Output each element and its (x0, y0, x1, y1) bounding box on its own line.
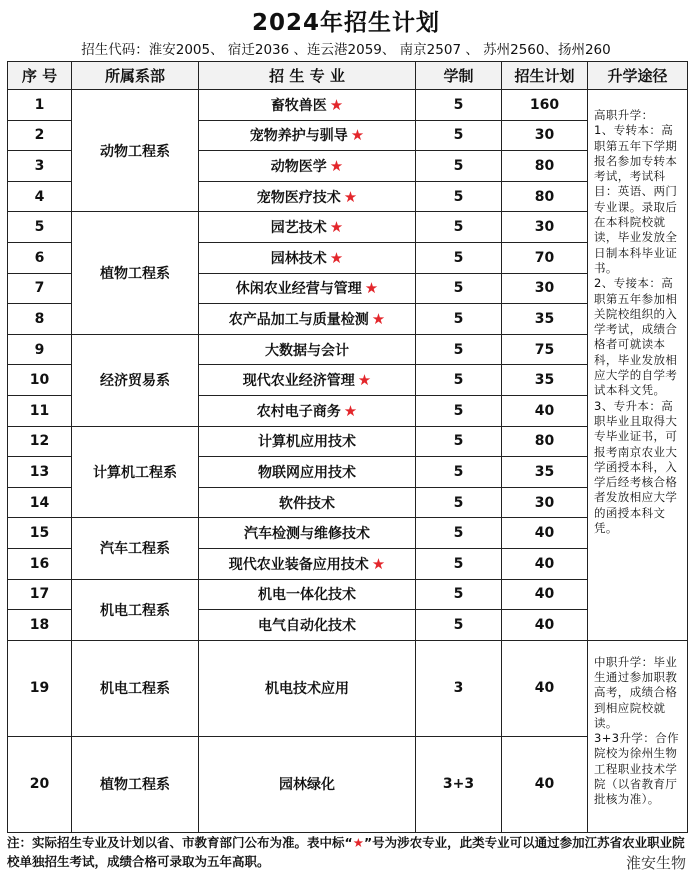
agri-star-icon: ★ (350, 126, 365, 145)
row-no: 13 (8, 457, 72, 488)
row-no: 9 (8, 334, 72, 365)
plan-cell: 40 (502, 610, 588, 641)
years-cell: 5 (416, 181, 502, 212)
plan-cell: 30 (502, 212, 588, 243)
table-row (8, 334, 688, 365)
plan-cell: 40 (502, 548, 588, 579)
major-name: 宠物医疗技术 (256, 189, 341, 206)
table-row (8, 90, 688, 121)
footnote-text-before: 注：实际招生专业及计划以省、市教育部门公布为准。表中标“ (7, 835, 353, 850)
higher-path-cell (588, 90, 688, 641)
major-cell (199, 736, 416, 832)
footnote-star-icon: ★ (352, 835, 364, 850)
page-title: 2024年招生计划 (251, 10, 440, 36)
row-no: 19 (8, 640, 72, 736)
plan-cell: 40 (502, 395, 588, 426)
years-cell: 5 (416, 579, 502, 610)
major-name: 物联网应用技术 (258, 464, 356, 481)
row-no: 5 (8, 212, 72, 243)
header-years: 学制 (416, 62, 502, 90)
dept-cell: 植物工程系 (72, 736, 199, 832)
plan-cell: 30 (502, 120, 588, 151)
row-no: 17 (8, 579, 72, 610)
years-cell: 5 (416, 548, 502, 579)
agri-star-icon: ★ (371, 554, 386, 573)
years-cell: 5 (416, 457, 502, 488)
row-no: 4 (8, 181, 72, 212)
row-no: 3 (8, 151, 72, 182)
years-cell: 5 (416, 365, 502, 396)
major-cell (199, 395, 416, 426)
plan-cell: 30 (502, 273, 588, 304)
major-cell (199, 518, 416, 549)
row-no: 11 (8, 395, 72, 426)
agri-star-icon: ★ (329, 218, 344, 237)
major-name: 休闲农业经营与管理 (235, 281, 362, 298)
plan-cell: 80 (502, 181, 588, 212)
major-name: 大数据与会计 (265, 342, 349, 359)
plan-cell: 35 (502, 457, 588, 488)
table-row (8, 212, 688, 243)
plan-cell: 40 (502, 736, 588, 832)
major-cell (199, 640, 416, 736)
major-cell (199, 304, 416, 335)
row-no: 15 (8, 518, 72, 549)
major-name: 园林绿化 (279, 777, 335, 794)
major-name: 畜牧兽医 (270, 97, 327, 114)
major-cell (199, 273, 416, 304)
major-cell (199, 426, 416, 457)
plan-cell: 70 (502, 242, 588, 273)
agri-star-icon: ★ (329, 95, 344, 114)
major-cell (199, 120, 416, 151)
major-name: 宠物养护与驯导 (249, 128, 348, 145)
row-no: 1 (8, 90, 72, 121)
major-cell (199, 90, 416, 121)
years-cell: 5 (416, 120, 502, 151)
years-cell: 3+3 (416, 736, 502, 832)
higher-path-text: 高职升学： 1、专转本：高职第五年下学期报名参加专转本考试，考试科目：英语、两门专业课。录取后在本科院校就读，毕业发放全日制本科毕业证书。 2、专接本：高职第五年参加相关院校组织的入学考试，成绩合格者可就读本科，毕业发放相应大学的自学考试本科文凭。 3、专升本：高职毕业且取得大专毕业证书，可报考南京农业大学函授本科，入学后经考核合格者发放相应大学的函授本科文凭。 (594, 108, 678, 536)
major-name: 动物医学 (270, 158, 327, 175)
major-cell (199, 181, 416, 212)
enrollment-codes: 招生代码：淮安2005、 宿迁2036 、连云港2059、 南京2507 、 苏州2560、扬州260 (81, 42, 611, 58)
years-cell: 5 (416, 151, 502, 182)
footnote-text-after: ”号为涉农专业，此类专业可以通过参加江苏省农业职业院校单独招生考试，成绩合格可录取为五年高职。 (7, 835, 685, 869)
major-name: 园艺技术 (270, 220, 327, 237)
major-name: 现代农业经济管理 (242, 373, 355, 390)
dept-cell: 汽车工程系 (72, 518, 199, 579)
row-no: 18 (8, 610, 72, 641)
row-no: 10 (8, 365, 72, 396)
years-cell: 5 (416, 518, 502, 549)
enrollment-plan-table (7, 61, 688, 833)
table-row (8, 579, 688, 610)
plan-cell: 40 (502, 640, 588, 736)
years-cell: 5 (416, 334, 502, 365)
major-name: 现代农业装备应用技术 (228, 556, 369, 573)
major-name: 机电技术应用 (265, 681, 349, 698)
plan-cell: 80 (502, 151, 588, 182)
dept-cell: 机电工程系 (72, 640, 199, 736)
header-no: 序 号 (8, 62, 72, 90)
major-cell (199, 579, 416, 610)
header-plan: 招生计划 (502, 62, 588, 90)
dept-cell: 动物工程系 (72, 90, 199, 212)
major-name: 电气自动化技术 (258, 617, 356, 634)
major-name: 计算机应用技术 (258, 434, 356, 451)
table-header-row (8, 62, 688, 90)
years-cell: 5 (416, 90, 502, 121)
plan-cell: 80 (502, 426, 588, 457)
plan-cell: 40 (502, 518, 588, 549)
major-cell (199, 610, 416, 641)
plan-cell: 40 (502, 579, 588, 610)
row-no: 8 (8, 304, 72, 335)
plan-cell: 30 (502, 487, 588, 518)
table-row (8, 736, 688, 832)
secondary-path-cell (588, 640, 688, 832)
row-no: 20 (8, 736, 72, 832)
major-cell (199, 242, 416, 273)
agri-star-icon: ★ (371, 309, 386, 328)
row-no: 16 (8, 548, 72, 579)
years-cell: 5 (416, 242, 502, 273)
years-cell: 5 (416, 426, 502, 457)
years-cell: 5 (416, 487, 502, 518)
major-name: 园林技术 (270, 250, 327, 267)
major-name: 汽车检测与维修技术 (244, 526, 370, 543)
agri-star-icon: ★ (357, 371, 372, 390)
major-cell (199, 365, 416, 396)
agri-star-icon: ★ (343, 401, 358, 420)
years-cell: 5 (416, 304, 502, 335)
major-cell (199, 487, 416, 518)
dept-cell: 机电工程系 (72, 579, 199, 640)
major-cell (199, 457, 416, 488)
major-cell (199, 548, 416, 579)
header-major: 招 生 专 业 (199, 62, 416, 90)
watermark: 淮安生物 (625, 854, 686, 872)
table-row (8, 640, 688, 736)
major-cell (199, 151, 416, 182)
agri-star-icon: ★ (329, 248, 344, 267)
years-cell: 3 (416, 640, 502, 736)
plan-cell: 75 (502, 334, 588, 365)
dept-cell: 植物工程系 (72, 212, 199, 334)
secondary-path-text: 中职升学：毕业生通过参加职教高考，成绩合格到相应院校就读。 3+3升学：合作院校为徐州生物工程职业技术学院（以省教育厅批核为准）。 (594, 654, 679, 807)
plan-cell: 35 (502, 304, 588, 335)
years-cell: 5 (416, 610, 502, 641)
row-no: 7 (8, 273, 72, 304)
major-cell (199, 212, 416, 243)
row-no: 14 (8, 487, 72, 518)
agri-star-icon: ★ (364, 279, 379, 298)
years-cell: 5 (416, 273, 502, 304)
plan-cell: 160 (502, 90, 588, 121)
years-cell: 5 (416, 395, 502, 426)
row-no: 2 (8, 120, 72, 151)
years-cell: 5 (416, 212, 502, 243)
row-no: 6 (8, 242, 72, 273)
major-name: 农村电子商务 (256, 403, 341, 420)
table-row (8, 518, 688, 549)
major-name: 农产品加工与质量检测 (228, 311, 369, 328)
plan-cell: 35 (502, 365, 588, 396)
agri-star-icon: ★ (329, 156, 344, 175)
dept-cell: 计算机工程系 (72, 426, 199, 518)
table-row (8, 426, 688, 457)
header-dept: 所属系部 (72, 62, 199, 90)
major-name: 机电一体化技术 (258, 587, 356, 604)
agri-star-icon: ★ (343, 187, 358, 206)
major-name: 软件技术 (279, 495, 335, 512)
major-cell (199, 334, 416, 365)
footnote (7, 833, 687, 871)
header-path: 升学途径 (588, 62, 688, 90)
dept-cell: 经济贸易系 (72, 334, 199, 426)
row-no: 12 (8, 426, 72, 457)
